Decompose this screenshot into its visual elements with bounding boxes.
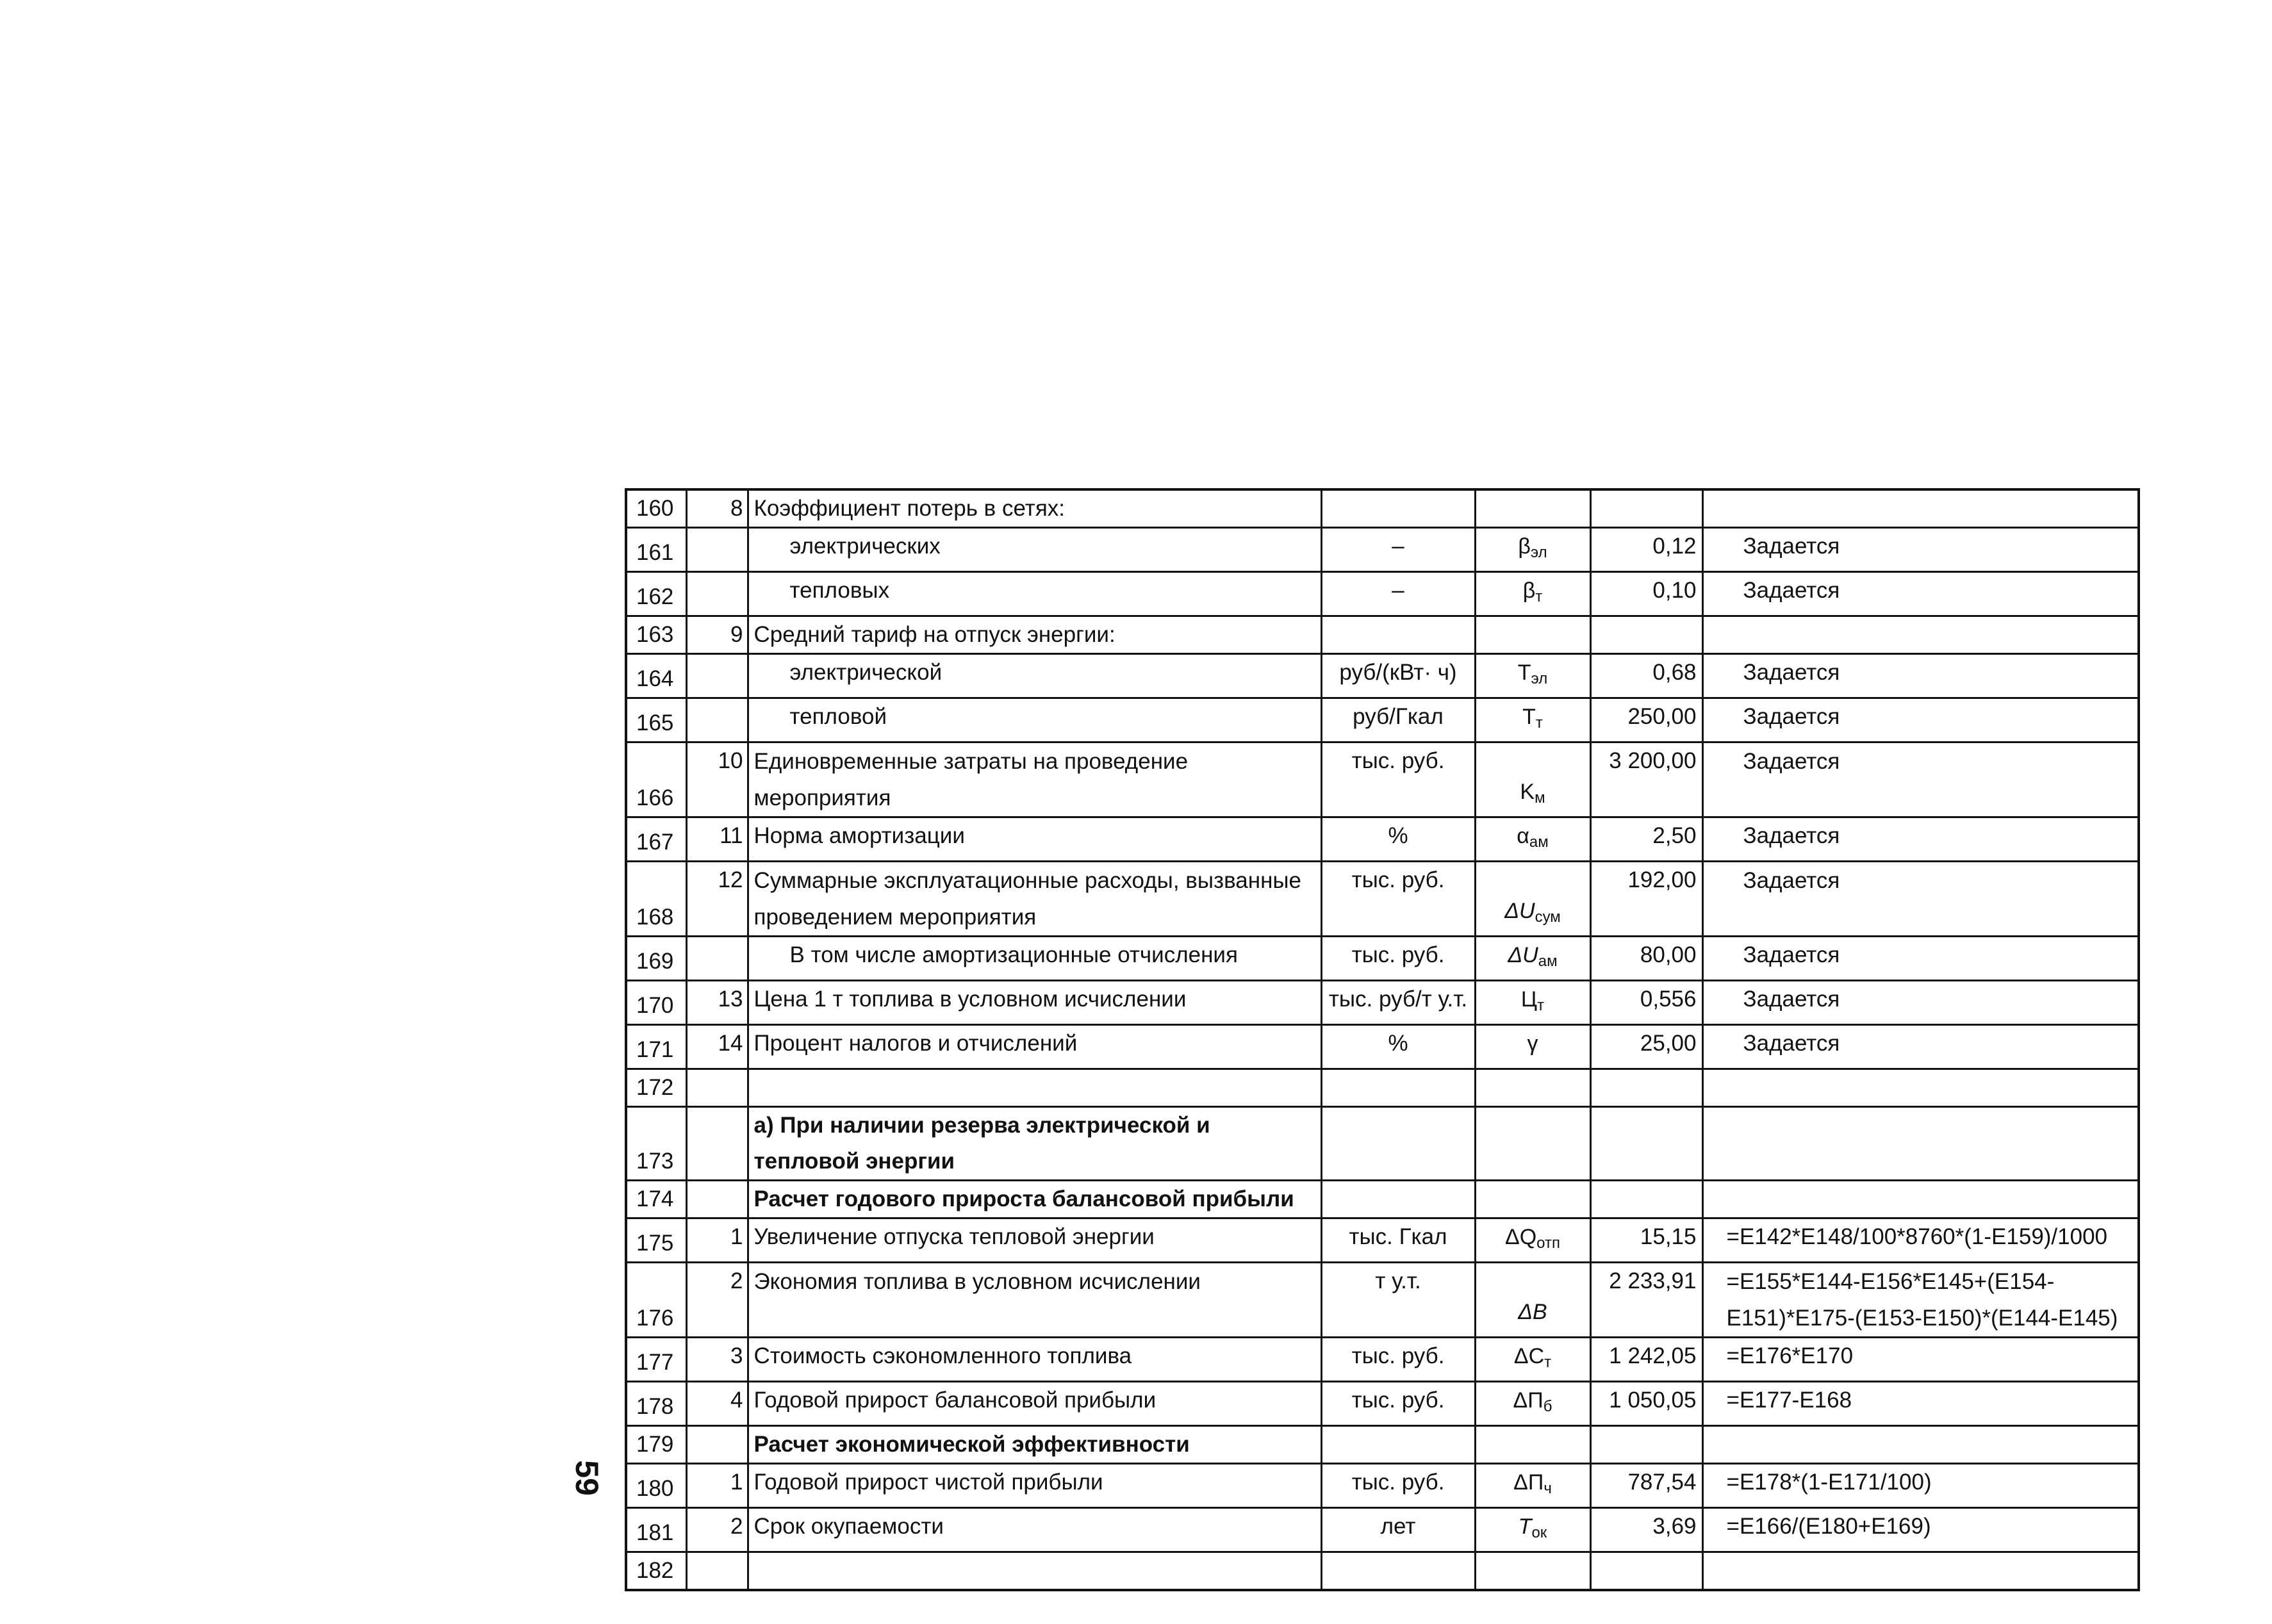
symbol-subscript: эл: [1530, 544, 1547, 561]
note-formula-cell: Задается: [1702, 862, 2139, 937]
symbol-cell: [1475, 981, 1590, 1025]
symbol-cell: [1475, 1263, 1590, 1338]
symbol-subscript: т: [1535, 714, 1543, 732]
value-cell: 0,556: [1590, 981, 1702, 1025]
row-number-cell: 167: [626, 817, 686, 862]
symbol-subscript: сум: [1535, 908, 1561, 926]
symbol-text: K: [1520, 780, 1535, 804]
item-number-cell: 3: [686, 1338, 748, 1382]
row-number-cell: 169: [626, 937, 686, 981]
parameter-name-cell: Годовой прирост чистой прибыли: [748, 1464, 1321, 1508]
value-cell: 3,69: [1590, 1508, 1702, 1552]
symbol-cell: [1475, 742, 1590, 817]
item-number-cell: 11: [686, 817, 748, 862]
symbol-subscript: эл: [1531, 670, 1548, 687]
symbol-cell: [1475, 489, 1590, 528]
item-number-cell: [686, 1181, 748, 1218]
note-formula-cell: [1702, 489, 2139, 528]
item-number-cell: 10: [686, 742, 748, 817]
row-number-cell: 165: [626, 698, 686, 742]
note-formula-cell: Задается: [1702, 654, 2139, 698]
value-cell: 2,50: [1590, 817, 1702, 862]
symbol-subscript: т: [1537, 997, 1545, 1014]
value-cell: [1590, 1069, 1702, 1107]
unit-cell: –: [1321, 528, 1475, 572]
row-number-cell: 179: [626, 1426, 686, 1464]
item-number-cell: 2: [686, 1508, 748, 1552]
table-row: [626, 654, 2139, 698]
note-formula-cell: =E177-E168: [1702, 1382, 2139, 1426]
parameter-name-cell: Единовременные затраты на проведение мероприятия: [748, 742, 1321, 817]
unit-cell: [1321, 489, 1475, 528]
table-row: [626, 1107, 2139, 1181]
parameter-name-cell: Норма амортизации: [748, 817, 1321, 862]
note-formula-cell: Задается: [1702, 981, 2139, 1025]
note-formula-cell: Задается: [1702, 937, 2139, 981]
row-number-cell: 160: [626, 489, 686, 528]
parameter-name-cell: Увеличение отпуска тепловой энергии: [748, 1218, 1321, 1263]
symbol-cell: [1475, 1426, 1590, 1464]
item-number-cell: [686, 1552, 748, 1591]
item-number-cell: [686, 937, 748, 981]
parameter-name-cell: В том числе амортизационные отчисления: [748, 937, 1321, 981]
parameter-name-cell: [748, 1552, 1321, 1591]
table-row: [626, 937, 2139, 981]
item-number-cell: [686, 1426, 748, 1464]
row-number-cell: 161: [626, 528, 686, 572]
table-row: [626, 698, 2139, 742]
value-cell: 1 242,05: [1590, 1338, 1702, 1382]
symbol-text: β: [1522, 578, 1536, 603]
unit-cell: тыс. руб.: [1321, 742, 1475, 817]
symbol-cell: [1475, 1181, 1590, 1218]
unit-cell: тыс. руб.: [1321, 937, 1475, 981]
symbol-cell: [1475, 1025, 1590, 1069]
value-cell: 0,12: [1590, 528, 1702, 572]
row-number-cell: 177: [626, 1338, 686, 1382]
note-formula-cell: Задается: [1702, 817, 2139, 862]
unit-cell: [1321, 1426, 1475, 1464]
value-cell: 250,00: [1590, 698, 1702, 742]
note-formula-cell: =E142*E148/100*8760*(1-E159)/1000: [1702, 1218, 2139, 1263]
unit-cell: [1321, 1107, 1475, 1181]
note-formula-cell: =E178*(1-E171/100): [1702, 1464, 2139, 1508]
item-number-cell: [686, 528, 748, 572]
table-row: [626, 1069, 2139, 1107]
symbol-cell: [1475, 616, 1590, 654]
symbol-subscript: б: [1543, 1398, 1552, 1415]
table-row: [626, 1426, 2139, 1464]
unit-cell: тыс. руб/т у.т.: [1321, 981, 1475, 1025]
unit-cell: %: [1321, 817, 1475, 862]
parameter-name-cell: [748, 1069, 1321, 1107]
symbol-text: ΔП: [1513, 1470, 1544, 1495]
page-number: 59: [568, 1460, 605, 1496]
row-number-cell: 166: [626, 742, 686, 817]
row-number-cell: 168: [626, 862, 686, 937]
note-formula-cell: [1702, 1069, 2139, 1107]
symbol-subscript: м: [1535, 789, 1545, 807]
spreadsheet-table: [625, 488, 2140, 1591]
symbol-cell: [1475, 572, 1590, 616]
symbol-cell: [1475, 817, 1590, 862]
parameter-name-cell: Цена 1 т топлива в условном исчислении: [748, 981, 1321, 1025]
parameter-name-cell: электрической: [748, 654, 1321, 698]
parameter-name-cell: а) При наличии резерва электрической и тепловой энергии: [748, 1107, 1321, 1181]
table-row: [626, 1338, 2139, 1382]
unit-cell: [1321, 616, 1475, 654]
item-number-cell: [686, 1069, 748, 1107]
table-row: [626, 817, 2139, 862]
note-formula-cell: [1702, 1426, 2139, 1464]
value-cell: [1590, 1107, 1702, 1181]
note-formula-cell: [1702, 616, 2139, 654]
row-number-cell: 171: [626, 1025, 686, 1069]
value-cell: 3 200,00: [1590, 742, 1702, 817]
value-cell: 80,00: [1590, 937, 1702, 981]
parameter-name-cell: электрических: [748, 528, 1321, 572]
symbol-cell: [1475, 1069, 1590, 1107]
row-number-cell: 163: [626, 616, 686, 654]
unit-cell: тыс. Гкал: [1321, 1218, 1475, 1263]
item-number-cell: 2: [686, 1263, 748, 1338]
spreadsheet-body: [626, 489, 2139, 1590]
value-cell: 1 050,05: [1590, 1382, 1702, 1426]
symbol-cell: [1475, 1107, 1590, 1181]
value-cell: [1590, 1426, 1702, 1464]
table-row: [626, 1025, 2139, 1069]
symbol-subscript: ок: [1531, 1524, 1547, 1541]
row-number-cell: 170: [626, 981, 686, 1025]
note-formula-cell: Задается: [1702, 572, 2139, 616]
row-number-cell: 162: [626, 572, 686, 616]
symbol-cell: [1475, 937, 1590, 981]
parameter-name-cell: Коэффициент потерь в сетях:: [748, 489, 1321, 528]
note-formula-cell: [1702, 1107, 2139, 1181]
symbol-text: ΔQ: [1505, 1225, 1537, 1249]
table-row: [626, 1181, 2139, 1218]
note-formula-cell: =E155*E144-E156*E145+(E154-E151)*E175-(E153-E150)*(E144-E145): [1702, 1263, 2139, 1338]
value-cell: 25,00: [1590, 1025, 1702, 1069]
symbol-text: ΔC: [1513, 1344, 1545, 1368]
symbol-cell: [1475, 654, 1590, 698]
symbol-subscript: отп: [1536, 1234, 1560, 1252]
symbol-text: Ц: [1520, 987, 1538, 1012]
symbol-cell: [1475, 1382, 1590, 1426]
symbol-subscript: т: [1535, 588, 1543, 605]
table-row: [626, 1382, 2139, 1426]
parameter-name-cell: Процент налогов и отчислений: [748, 1025, 1321, 1069]
unit-cell: руб/Гкал: [1321, 698, 1475, 742]
row-number-cell: 175: [626, 1218, 686, 1263]
table-row: [626, 1508, 2139, 1552]
item-number-cell: 1: [686, 1218, 748, 1263]
symbol-cell: [1475, 528, 1590, 572]
unit-cell: руб/(кВт· ч): [1321, 654, 1475, 698]
symbol-text: ΔП: [1513, 1388, 1543, 1413]
table-row: [626, 489, 2139, 528]
parameter-name-cell: Стоимость сэкономленного топлива: [748, 1338, 1321, 1382]
item-number-cell: [686, 1107, 748, 1181]
row-number-cell: 164: [626, 654, 686, 698]
value-cell: [1590, 1181, 1702, 1218]
row-number-cell: 176: [626, 1263, 686, 1338]
row-number-cell: 178: [626, 1382, 686, 1426]
unit-cell: %: [1321, 1025, 1475, 1069]
row-number-cell: 182: [626, 1552, 686, 1591]
parameter-name-cell: Срок окупаемости: [748, 1508, 1321, 1552]
item-number-cell: 12: [686, 862, 748, 937]
symbol-subscript: ам: [1529, 833, 1549, 851]
symbol-subscript: т: [1544, 1354, 1552, 1371]
symbol-text: β: [1518, 534, 1531, 559]
note-formula-cell: Задается: [1702, 698, 2139, 742]
item-number-cell: 13: [686, 981, 748, 1025]
symbol-text: γ: [1527, 1031, 1538, 1056]
parameter-name-cell: Экономия топлива в условном исчислении: [748, 1263, 1321, 1338]
symbol-cell: [1475, 1508, 1590, 1552]
item-number-cell: [686, 654, 748, 698]
item-number-cell: 9: [686, 616, 748, 654]
note-formula-cell: =E166/(E180+E169): [1702, 1508, 2139, 1552]
note-formula-cell: Задается: [1702, 1025, 2139, 1069]
symbol-text: ΔU: [1504, 899, 1535, 923]
unit-cell: [1321, 1181, 1475, 1218]
unit-cell: лет: [1321, 1508, 1475, 1552]
unit-cell: тыс. руб.: [1321, 862, 1475, 937]
value-cell: 0,10: [1590, 572, 1702, 616]
symbol-text: T: [1517, 660, 1531, 685]
note-formula-cell: [1702, 1552, 2139, 1591]
unit-cell: [1321, 1552, 1475, 1591]
value-cell: 2 233,91: [1590, 1263, 1702, 1338]
value-cell: [1590, 1552, 1702, 1591]
table-row: [626, 572, 2139, 616]
symbol-text: ΔU: [1508, 943, 1538, 967]
value-cell: [1590, 616, 1702, 654]
parameter-name-cell: тепловых: [748, 572, 1321, 616]
symbol-text: ΔB: [1518, 1300, 1547, 1324]
item-number-cell: [686, 698, 748, 742]
row-number-cell: 173: [626, 1107, 686, 1181]
table-row: [626, 528, 2139, 572]
symbol-cell: [1475, 698, 1590, 742]
unit-cell: тыс. руб.: [1321, 1338, 1475, 1382]
symbol-cell: [1475, 1552, 1590, 1591]
note-formula-cell: Задается: [1702, 742, 2139, 817]
unit-cell: т у.т.: [1321, 1263, 1475, 1338]
table-row: [626, 981, 2139, 1025]
symbol-text: T: [1518, 1514, 1532, 1539]
table-row: [626, 1263, 2139, 1338]
value-cell: 192,00: [1590, 862, 1702, 937]
symbol-subscript: ч: [1543, 1480, 1552, 1497]
parameter-name-cell: Средний тариф на отпуск энергии:: [748, 616, 1321, 654]
table-row: [626, 616, 2139, 654]
symbol-cell: [1475, 862, 1590, 937]
value-cell: 15,15: [1590, 1218, 1702, 1263]
symbol-subscript: ам: [1538, 953, 1558, 970]
symbol-cell: [1475, 1464, 1590, 1508]
unit-cell: –: [1321, 572, 1475, 616]
parameter-name-cell: Расчет экономической эффективности: [748, 1426, 1321, 1464]
note-formula-cell: =E176*E170: [1702, 1338, 2139, 1382]
item-number-cell: 4: [686, 1382, 748, 1426]
table-row: [626, 1218, 2139, 1263]
table-row: [626, 742, 2139, 817]
value-cell: 0,68: [1590, 654, 1702, 698]
table-row: [626, 1464, 2139, 1508]
symbol-cell: [1475, 1338, 1590, 1382]
symbol-text: α: [1517, 824, 1529, 848]
value-cell: 787,54: [1590, 1464, 1702, 1508]
parameter-name-cell: тепловой: [748, 698, 1321, 742]
item-number-cell: 14: [686, 1025, 748, 1069]
note-formula-cell: Задается: [1702, 528, 2139, 572]
item-number-cell: 8: [686, 489, 748, 528]
symbol-text: T: [1522, 705, 1536, 729]
row-number-cell: 180: [626, 1464, 686, 1508]
parameter-name-cell: Расчет годового прироста балансовой прибыли: [748, 1181, 1321, 1218]
table-row: [626, 862, 2139, 937]
unit-cell: [1321, 1069, 1475, 1107]
value-cell: [1590, 489, 1702, 528]
parameter-name-cell: Суммарные эксплуатационные расходы, вызванные проведением мероприятия: [748, 862, 1321, 937]
table-row: [626, 1552, 2139, 1591]
row-number-cell: 174: [626, 1181, 686, 1218]
row-number-cell: 181: [626, 1508, 686, 1552]
parameter-name-cell: Годовой прирост балансовой прибыли: [748, 1382, 1321, 1426]
symbol-cell: [1475, 1218, 1590, 1263]
unit-cell: тыс. руб.: [1321, 1382, 1475, 1426]
item-number-cell: 1: [686, 1464, 748, 1508]
row-number-cell: 172: [626, 1069, 686, 1107]
unit-cell: тыс. руб.: [1321, 1464, 1475, 1508]
item-number-cell: [686, 572, 748, 616]
note-formula-cell: [1702, 1181, 2139, 1218]
